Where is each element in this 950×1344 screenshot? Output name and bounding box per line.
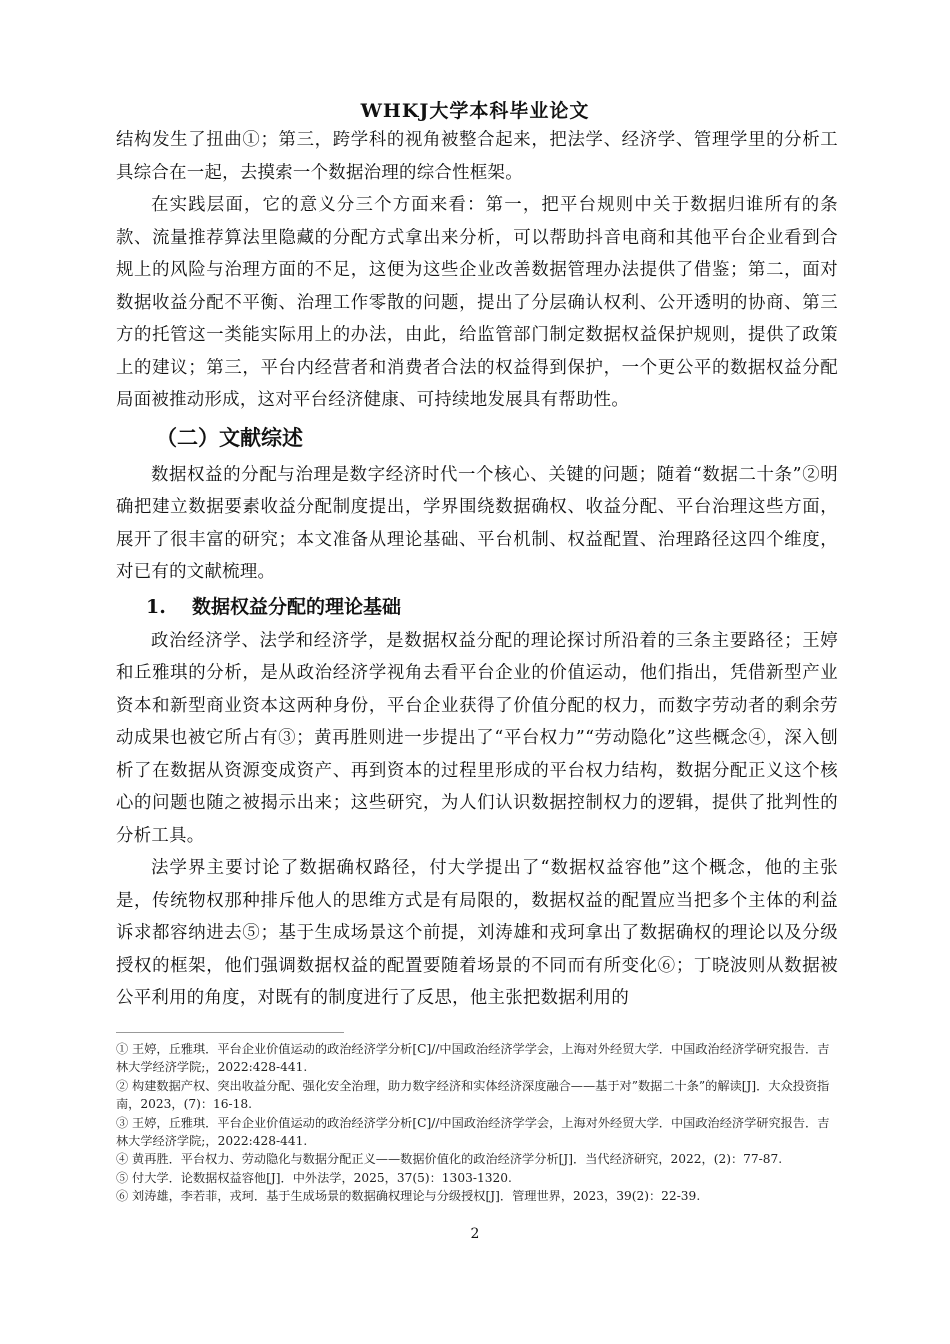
footnote-2: ② 构建数据产权、突出收益分配、强化安全治理，助力数字经济和实体经济深度融合——基于对”数据二十条”的解读[J]．大众投资指南，2023，(7)：16-18. bbox=[116, 1078, 830, 1112]
body-text bbox=[116, 124, 838, 1015]
footnote-6: ⑥ 刘涛雄，李若菲，戎珂．基于生成场景的数据确权理论与分级授权[J]．管理世界，2023，39(2)：22-39. bbox=[116, 1189, 701, 1204]
paragraph-4: 政治经济学、法学和经济学，是数据权益分配的理论探讨所沿着的三条主要路径；王婷和丘雅琪的分析，是从政治经济学视角去看平台企业的价值运动，他们指出，凭借新型产业资本和新型商业资本这两种身份，平台企业获得了价值分配的权力，而数字劳动者的剩余劳动成果也被它所占有③；黄再胜则进一步提出了“平台权力”“劳动隐化”这些概念④，深入刨析了在数据从资源变成资产、再到资本的过程里形成的平台权力结构，数据分配正义这个核心的问题也随之被揭示出来；这些研究，为人们认识数据控制权力的逻辑，提供了批判性的分析工具。 bbox=[116, 630, 838, 846]
footnote-1: ① 王婷，丘雅琪．平台企业价值运动的政治经济学分析[C]//中国政治经济学学会，上海对外经贸大学．中国政治经济学研究报告．吉林大学经济学院;，2022:428-441. bbox=[116, 1042, 830, 1075]
subsection-heading-1 bbox=[146, 589, 838, 625]
footnotes bbox=[116, 1040, 838, 1206]
subsection-number: 1. bbox=[146, 595, 166, 618]
paragraph-2: 在实践层面，它的意义分三个方面来看：第一，把平台规则中关于数据归谁所有的条款、流量推荐算法里隐藏的分配方式拿出来分析，可以帮助抖音电商和其他平台企业看到合规上的风险与治理方面的不足，这便为这些企业改善数据管理办法提供了借鉴；第二，面对数据收益分配不平衡、治理工作零散的问题，提出了分层确认权利、公开透明的协商、第三方的托管这一类能实际用上的办法，由此，给监管部门制定数据权益保护规则，提供了政策上的建议；第三，平台内经营者和消费者合法的权益得到保护，一个更公平的数据权益分配局面被推动形成，这对平台经济健康、可持续地发展具有帮助性。 bbox=[116, 195, 838, 410]
paragraph-3: 数据权益的分配与治理是数字经济时代一个核心、关键的问题；随着“数据二十条”②明确把建立数据要素收益分配制度提出，学界围绕数据确权、收益分配、平台治理这些方面，展开了很丰富的研究；本文准备从理论基础、平台机制、权益配置、治理路径这四个维度，对已有的文献梳理。 bbox=[116, 464, 838, 582]
subsection-title: 数据权益分配的理论基础 bbox=[192, 595, 402, 618]
footnote-4: ④ 黄再胜．平台权力、劳动隐化与数据分配正义——数据价值化的政治经济学分析[J]．当代经济研究，2022，(2)：77-87. bbox=[116, 1152, 783, 1167]
page-header-title: WHKJ大学本科毕业论文 bbox=[360, 100, 590, 122]
page-number: 2 bbox=[470, 1226, 480, 1242]
footnote-separator bbox=[116, 1032, 344, 1033]
section-heading-literature-review: （二）文献综述 bbox=[156, 424, 303, 450]
paragraph-1: 结构发生了扭曲①；第三，跨学科的视角被整合起来，把法学、经济学、管理学里的分析工具综合在一起，去摸索一个数据治理的综合性框架。 bbox=[116, 130, 838, 183]
paragraph-5: 法学界主要讨论了数据确权路径，付大学提出了“数据权益容他”这个概念，他的主张是，传统物权那种排斥他人的思维方式是有局限的，数据权益的配置应当把多个主体的利益诉求都容纳进去⑤；基于生成场景这个前提，刘涛雄和戎珂拿出了数据确权的理论以及分级授权的框架，他们强调数据权益的配置要随着场景的不同而有所变化⑥；丁晓波则从数据被公平利用的角度，对既有的制度进行了反思，他主张把数据利用的 bbox=[116, 858, 838, 1008]
footnote-3: ③ 王婷，丘雅琪．平台企业价值运动的政治经济学分析[C]//中国政治经济学学会，上海对外经贸大学．中国政治经济学研究报告．吉林大学经济学院;，2022:428-441. bbox=[116, 1115, 830, 1149]
footnote-5: ⑤ 付大学．论数据权益容他[J]．中外法学，2025，37(5)：1303-1320. bbox=[116, 1170, 512, 1185]
